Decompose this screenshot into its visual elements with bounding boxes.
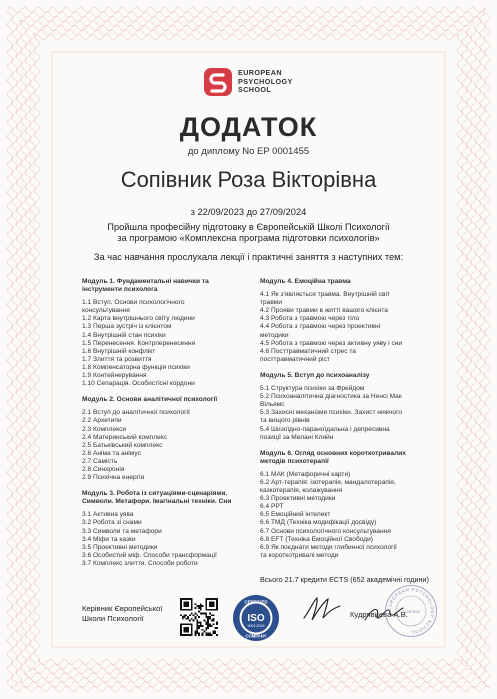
module-topic: 4.2 Прояви травми в житті вашого клієнта xyxy=(260,307,388,315)
module-topic: 3.5 Проективні методики xyxy=(82,543,158,551)
iso-number: 9001:2015 xyxy=(247,624,265,628)
module-topic: позиції за Мелані Кляйн xyxy=(260,433,334,441)
module-topic: методики xyxy=(260,331,289,339)
module-block xyxy=(260,450,432,560)
document-title: ДОДАТОК xyxy=(179,112,318,142)
iso-top-label: CERTIFIED xyxy=(244,599,268,605)
signer2-name: Кудрявцева А.В. xyxy=(350,610,408,619)
module-topic: 5.2 Психоаналітична діагностика за Ненсі Мак xyxy=(260,393,402,401)
iso-mark: ISO xyxy=(247,613,265,624)
module-topic: 1.6 Внутрішній конфлікт xyxy=(82,347,156,355)
module-topic: 5.3 Захисні механізми психіки. Захист нижчого xyxy=(260,409,403,417)
module-topic: травми xyxy=(260,299,282,307)
module-topic: 2.7 Самість xyxy=(82,457,118,465)
module-block xyxy=(82,278,254,388)
module-topic: 4.6 Посттравматичний стрес та xyxy=(260,347,356,355)
module-topic: 6.3 Проективні методики xyxy=(260,495,336,503)
module-topic: 1.10 Сепарація. Особистісні кордони xyxy=(82,380,195,388)
module-topic: 5.4 Шизоїдно-параноїдальна і депресивна xyxy=(260,425,390,433)
module-topic: 1.8 Компенсаторна функція психіки xyxy=(82,363,190,371)
module-block xyxy=(82,396,254,482)
school-logo xyxy=(203,67,293,97)
module-topic: 3.1 Активна уява xyxy=(82,511,134,519)
module-topic: 2.1 Вступ до аналітичної психології xyxy=(82,409,190,417)
module-topic: 4.1 Як з'являється травма. Внутрішній світ xyxy=(260,291,390,299)
director-signature xyxy=(300,596,344,622)
module-topic: казкотерапія, колажування xyxy=(260,487,343,495)
iso-certified-badge xyxy=(232,594,280,642)
credits-total: Всього 21.7 кредити ECTS (652 академічні години) xyxy=(260,575,429,584)
module-topic: 3.6 Особистий міф. Способи трансформації xyxy=(82,551,217,559)
modules-left-column xyxy=(82,278,254,576)
module-topic: 3.3 Символи та метафори xyxy=(82,527,162,535)
stamp-code: 41287402 xyxy=(402,609,420,614)
module-topic: 6.1 МАК (Метафоричні карти) xyxy=(260,470,351,478)
school-stamp xyxy=(384,584,438,638)
logo-text: EUROPEAN PSYCHOLOGY SCHOOL xyxy=(238,68,293,95)
module-topic: 6.6 ТМД (Техніка модифікації досвіду) xyxy=(260,519,377,527)
module-block xyxy=(82,490,254,568)
module-topic: 2.2 Архетипи xyxy=(82,417,122,425)
module-title: Модуль 2. Основи аналітичної психології xyxy=(82,396,218,404)
module-title: Модуль 5. Вступ до психоаналізу xyxy=(260,371,370,379)
module-title: Модуль 6. Огляд основних короткотривалих методів психотерапії xyxy=(260,449,406,465)
iso-bottom-label: COMPANY xyxy=(245,633,267,639)
module-topic: 1.9 Контейнерування xyxy=(82,372,147,380)
module-topic: 6.7 Основи психологічного консультування xyxy=(260,527,391,535)
module-topic: 6.5 Емоційний інтелект xyxy=(260,511,331,519)
topics-intro: За час навчання прослухала лекції і практичні заняття з наступних тем: xyxy=(93,252,404,262)
module-topic: 3.7 Комплекс злиття. Способи роботи xyxy=(82,559,198,567)
module-block xyxy=(260,278,432,364)
recipient-name: Сопівник Роза Вікторівна xyxy=(120,167,377,192)
stamp-ring-text: EUROPEAN PSYCHOLOGY SCHOOL xyxy=(386,586,436,636)
module-topic: Вільямс xyxy=(260,401,285,409)
module-topic: 3.2 Робота зі снами xyxy=(82,519,142,527)
module-title: Модуль 3. Робота із ситуаціями-сценаріями. Символи. Метафори. Імагінальні техніки. Сни xyxy=(82,490,232,506)
diploma-number: до диплому No EP 0001455 xyxy=(187,146,310,157)
module-topic: 1.5 Перенесення. Контрперенесення xyxy=(82,339,196,347)
module-topic: 2.4 Материнський комплекс xyxy=(82,433,168,441)
module-block xyxy=(260,372,432,442)
module-topic: 1.3 Перша зустріч із клієнтом xyxy=(82,323,172,331)
module-topic: посттравматичний ріст xyxy=(260,355,330,363)
study-dates: з 22/09/2023 до 27/09/2024 xyxy=(190,207,307,217)
module-topic: 6.8 ЕFТ (Техніка Емоційної Свободи) xyxy=(260,535,373,543)
module-topic: 2.9 Психічна енергія xyxy=(82,474,145,482)
module-title: Модуль 1. Фундаментальні навички та інструменти психолога xyxy=(82,278,209,294)
module-topic: 1.2 Карта внутрішнього світу людини xyxy=(82,315,195,323)
module-topic: 1.7 Злиття та розвиття xyxy=(82,355,152,363)
module-topic: 4.5 Робота з травмою через активну уяву і сни xyxy=(260,339,403,347)
module-title: Модуль 4. Емоційна травма xyxy=(260,278,351,285)
module-topic: 3.4 Міфи та казки xyxy=(82,535,136,543)
module-topic: 1.1 Вступ. Основи психологічного xyxy=(82,299,185,307)
module-topic: 2.5 Батьківський комплекс xyxy=(82,441,163,449)
program-statement: Пройшла професійну підготовку в Європейській Школі Психології за програмою «Комплексна програма підготовки психологів» xyxy=(107,222,390,243)
module-topic: 2.3 Комплекси xyxy=(82,425,127,433)
module-topic: 6.4 РРТ xyxy=(260,503,284,511)
module-topic: консультування xyxy=(82,307,130,315)
module-topic: 4.4 Робота з травмою через проективні xyxy=(260,323,381,331)
qr-code-icon xyxy=(180,598,218,636)
module-topic: 4.3 Робота з травмою через тіло xyxy=(260,315,360,323)
module-topic: та вищого рівнів xyxy=(260,417,310,425)
module-topic: 6.9 Як поєднати методи глибинної психології xyxy=(260,543,397,551)
module-topic: 5.1 Структура психіки за Фрейдом xyxy=(260,385,365,393)
module-topic: 2.8 Синхронія xyxy=(82,465,125,473)
module-topic: 1.4 Внутрішній стан психіки xyxy=(82,331,166,339)
module-topic: 6.2 Арт-терапія: ізотерапія, мандалотерапія, xyxy=(260,478,396,486)
module-topic: та короткотривалі методи xyxy=(260,551,339,559)
modules-right-column xyxy=(260,278,432,568)
signer-title: Керівник Європейської Школи Психології xyxy=(82,604,163,623)
logo-s-icon xyxy=(203,67,233,97)
module-topic: 2.6 Аніма та анімус xyxy=(82,449,141,457)
